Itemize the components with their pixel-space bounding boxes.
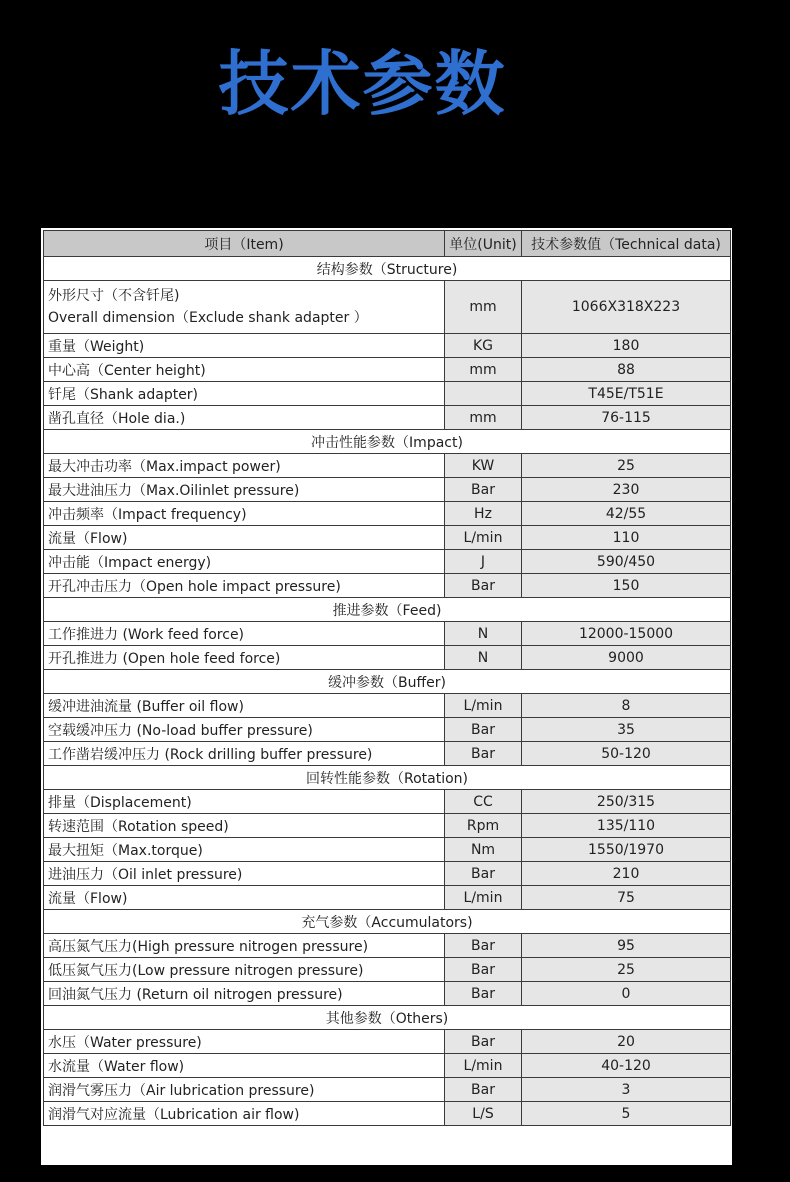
table-row [44,694,731,718]
param-name: 水压（Water pressure) [44,1030,445,1054]
param-value: T45E/T51E [522,382,731,406]
param-unit: mm [445,406,522,430]
table-row [44,550,731,574]
table-row [44,502,731,526]
param-name: 润滑气对应流量（Lubrication air flow) [44,1102,445,1126]
spec-table-body [44,231,731,1126]
param-value: 25 [522,454,731,478]
section-title: 缓冲参数（Buffer) [44,670,731,694]
param-name: 润滑气雾压力（Air lubrication pressure) [44,1078,445,1102]
spec-sheet [41,228,732,1165]
param-unit: N [445,646,522,670]
param-name: 冲击频率（Impact frequency) [44,502,445,526]
param-value: 88 [522,358,731,382]
table-row [44,281,731,334]
param-value: 95 [522,934,731,958]
param-unit: Bar [445,478,522,502]
param-unit: mm [445,358,522,382]
table-row [44,718,731,742]
param-unit: Hz [445,502,522,526]
table-header-row [44,231,731,257]
param-value: 76-115 [522,406,731,430]
param-unit: Bar [445,958,522,982]
param-value: 3 [522,1078,731,1102]
param-unit: Bar [445,1078,522,1102]
param-value: 40-120 [522,1054,731,1078]
param-unit: J [445,550,522,574]
table-row [44,646,731,670]
section-row [44,766,731,790]
param-name: 开孔冲击压力（Open hole impact pressure) [44,574,445,598]
param-unit: mm [445,281,522,334]
param-name: 最大冲击功率（Max.impact power) [44,454,445,478]
param-unit: L/min [445,886,522,910]
param-unit: Bar [445,1030,522,1054]
param-value: 180 [522,334,731,358]
param-value: 8 [522,694,731,718]
param-name: 开孔推进力 (Open hole feed force) [44,646,445,670]
param-value: 75 [522,886,731,910]
param-value: 50-120 [522,742,731,766]
param-value: 250/315 [522,790,731,814]
param-name-cn: 外形尺寸（不含钎尾) [48,288,180,304]
param-unit: Bar [445,718,522,742]
param-value: 150 [522,574,731,598]
param-name: 流量（Flow) [44,886,445,910]
param-name-en: Overall dimension（Exclude shank adapter ） [48,310,368,326]
table-row [44,862,731,886]
table-row [44,1102,731,1126]
table-row [44,886,731,910]
param-value: 20 [522,1030,731,1054]
param-unit: Nm [445,838,522,862]
param-name: 冲击能（Impact energy) [44,550,445,574]
param-value: 110 [522,526,731,550]
section-row [44,598,731,622]
param-name: 排量（Displacement) [44,790,445,814]
table-row [44,790,731,814]
section-row [44,910,731,934]
param-unit: Bar [445,862,522,886]
param-unit: KW [445,454,522,478]
param-name: 高压氮气压力(High pressure nitrogen pressure) [44,934,445,958]
table-row [44,454,731,478]
table-row [44,334,731,358]
param-value: 25 [522,958,731,982]
param-name: 回油氮气压力 (Return oil nitrogen pressure) [44,982,445,1006]
param-name: 缓冲进油流量 (Buffer oil flow) [44,694,445,718]
table-row [44,1078,731,1102]
section-title: 回转性能参数（Rotation) [44,766,731,790]
section-row [44,1006,731,1030]
header-unit: 单位(Unit) [445,231,522,257]
param-unit: Bar [445,742,522,766]
param-value: 35 [522,718,731,742]
section-title: 充气参数（Accumulators) [44,910,731,934]
param-value: 9000 [522,646,731,670]
page-title: 技术参数 [218,43,507,125]
param-unit: Bar [445,934,522,958]
section-title: 冲击性能参数（Impact) [44,430,731,454]
param-unit: Bar [445,574,522,598]
param-unit: Bar [445,982,522,1006]
param-name: 水流量（Water flow) [44,1054,445,1078]
param-unit: N [445,622,522,646]
table-row [44,934,731,958]
table-row [44,982,731,1006]
param-value: 0 [522,982,731,1006]
table-row [44,526,731,550]
param-value: 42/55 [522,502,731,526]
param-name: 重量（Weight) [44,334,445,358]
param-unit: L/min [445,1054,522,1078]
param-name: 凿孔直径（Hole dia.) [44,406,445,430]
param-name: 流量（Flow) [44,526,445,550]
section-title: 推进参数（Feed) [44,598,731,622]
param-value: 12000-15000 [522,622,731,646]
table-row [44,406,731,430]
section-row [44,257,731,281]
table-row [44,1030,731,1054]
param-name: 最大进油压力（Max.Oilinlet pressure) [44,478,445,502]
table-row [44,742,731,766]
param-name: 低压氮气压力(Low pressure nitrogen pressure) [44,958,445,982]
param-unit: Rpm [445,814,522,838]
header-value: 技术参数值（Technical data) [522,231,731,257]
param-name [44,281,445,334]
param-name: 最大扭矩（Max.torque) [44,838,445,862]
param-name: 进油压力（Oil inlet pressure) [44,862,445,886]
section-title: 结构参数（Structure) [44,257,731,281]
param-name: 钎尾（Shank adapter) [44,382,445,406]
param-value: 5 [522,1102,731,1126]
param-unit: L/S [445,1102,522,1126]
section-row [44,670,731,694]
section-row [44,430,731,454]
table-row [44,838,731,862]
param-name: 工作凿岩缓冲压力 (Rock drilling buffer pressure) [44,742,445,766]
param-value: 230 [522,478,731,502]
param-unit: KG [445,334,522,358]
table-row [44,382,731,406]
table-row [44,358,731,382]
param-name: 空载缓冲压力 (No-load buffer pressure) [44,718,445,742]
param-value: 210 [522,862,731,886]
table-row [44,574,731,598]
table-row [44,1054,731,1078]
param-name: 中心高（Center height) [44,358,445,382]
param-unit: CC [445,790,522,814]
table-row [44,478,731,502]
spec-table [43,230,731,1126]
table-row [44,814,731,838]
table-row [44,622,731,646]
param-value: 1550/1970 [522,838,731,862]
table-row [44,958,731,982]
param-name: 工作推进力 (Work feed force) [44,622,445,646]
param-unit: L/min [445,694,522,718]
param-unit: L/min [445,526,522,550]
header-item: 项目（Item) [44,231,445,257]
param-name: 转速范围（Rotation speed) [44,814,445,838]
param-unit [445,382,522,406]
param-value: 1066X318X223 [522,281,731,334]
param-value: 135/110 [522,814,731,838]
param-value: 590/450 [522,550,731,574]
section-title: 其他参数（Others) [44,1006,731,1030]
